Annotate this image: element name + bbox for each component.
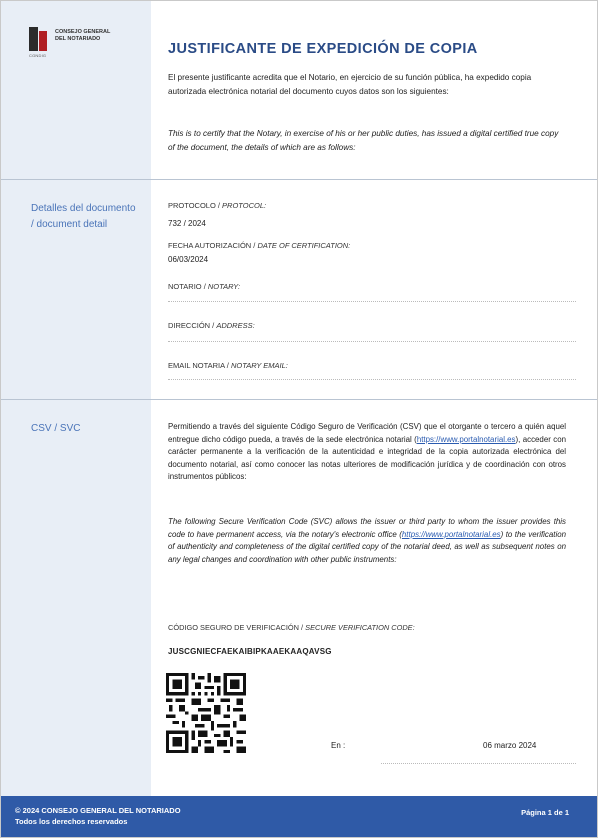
csv-paragraph-english: The following Secure Verification Code (SVC) allows the issuer or third party to whom the issuer provides this code to have permanent access, via the notary's electronic office (https://www.portalnotarial.es) to the verification of authenticity and completeness of the digital certified copy of the notarial deed, as well as subsequent notes on any legal changes and coordination with other public instruments: [168,517,566,564]
qr-code-icon [166,673,246,753]
protocol-value: 732 / 2024 [168,219,206,228]
notary-email-label: EMAIL NOTARIA / NOTARY EMAIL: [168,361,288,370]
page-footer [1,796,598,838]
logo-line-1: CONSEJO GENERAL [55,29,111,35]
section-divider [1,179,597,180]
certification-date-label: FECHA AUTORIZACIÓN / DATE OF CERTIFICATION: [168,241,351,250]
page-number: Página 1 de 1 [521,808,569,817]
place-label: En : [331,741,346,750]
verification-code-label: CÓDIGO SEGURO DE VERIFICACIÓN / SECURE VERIFICATION CODE: [168,623,415,632]
csv-section-label: CSV / SVC [31,423,81,434]
intro-english: This is to certify that the Notary, in exercise of his or her public duties, has issued a digital certified true copy of the document, the details of which are as follows: [168,129,559,152]
issue-date: 06 marzo 2024 [483,741,537,750]
logo-line-2: DEL NOTARIADO [55,36,101,42]
logo-mark-icon [29,27,49,57]
logo-text [55,27,135,43]
details-section-label: Detalles del documento / document detail [31,203,136,230]
csv-paragraph-spanish: Permitiendo a través del siguiente Código Seguro de Verificación (CSV) que el otorgante o tercero a quién aquel entregue dicho código pueda, a través de la sede electrónica notarial (https://www.portalnotarial.es), acceder con carácter permanente a la verificación de la autenticidad e integridad de la copia autorizada electrónica del documento notarial, así como conocer las notas ulteriores de modificación jurídica y de coordinación con otros instrumentos públicos: [168,422,566,482]
protocol-label: PROTOCOLO / PROTOCOL: [168,201,267,210]
notary-line [168,301,576,302]
email-line [168,379,576,380]
logo-subtext: CGNDIG [29,53,47,58]
document-title: JUSTIFICANTE DE EXPEDICIÓN DE COPIA [168,41,478,57]
date-line [381,763,576,764]
portal-link-english[interactable]: https://www.portalnotarial.es [401,529,501,539]
portal-link-spanish[interactable]: https://www.portalnotarial.es [416,434,516,444]
verification-code-value: JUSCGNIECFAEKAIBIPKAAEKAAQAVSG [168,647,332,656]
section-divider [1,399,597,400]
address-label: DIRECCIÓN / ADDRESS: [168,321,255,330]
notariado-logo [29,27,135,57]
certification-date-value: 06/03/2024 [168,255,209,264]
notary-label: NOTARIO / NOTARY: [168,282,241,291]
footer-copyright: © 2024 CONSEJO GENERAL DEL NOTARIADO [15,806,181,815]
intro-spanish: El presente justificante acredita que el Notario, en ejercicio de su función pública, ha expedido copia autorizada electrónica notarial del documento cuyos datos son los siguientes: [168,73,532,96]
footer-rights: Todos los derechos reservados [15,817,128,826]
address-line [168,341,576,342]
